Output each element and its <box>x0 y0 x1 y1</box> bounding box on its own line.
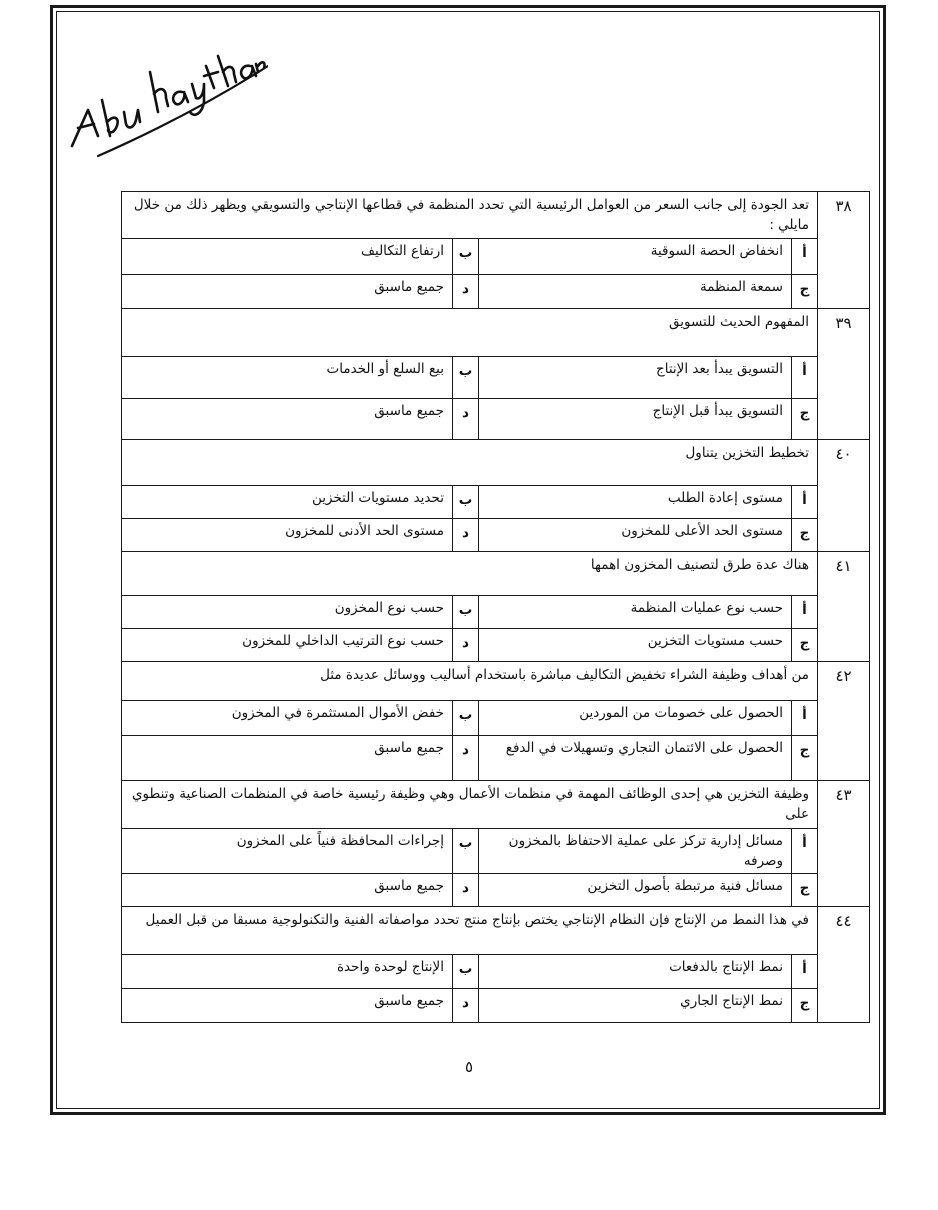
options-row <box>122 829 870 874</box>
option-text: حسب نوع المخزون <box>122 596 453 629</box>
question-text: من أهداف وظيفة الشراء تخفيض التكاليف مباشرة باستخدام أساليب ووسائل عديدة مثل <box>122 662 818 701</box>
option-letter: أ <box>792 357 818 399</box>
question-row <box>122 440 870 486</box>
options-row <box>122 955 870 989</box>
option-letter: أ <box>792 829 818 874</box>
page-number: ٥ <box>464 1058 474 1076</box>
options-row <box>122 519 870 552</box>
question-row <box>122 907 870 955</box>
option-letter: ب <box>453 955 479 989</box>
option-text: مستوى إعادة الطلب <box>479 486 792 519</box>
option-text: مسائل إدارية تركز على عملية الاحتفاظ بالمخزون وصرفه <box>479 829 792 874</box>
question-row <box>122 781 870 829</box>
questions-body <box>122 192 870 1023</box>
option-letter: د <box>453 519 479 552</box>
option-letter: ب <box>453 701 479 736</box>
option-text: الحصول على خصومات من الموردين <box>479 701 792 736</box>
option-text: حسب نوع عمليات المنظمة <box>479 596 792 629</box>
option-text: جميع ماسبق <box>122 399 453 440</box>
question-number: ٤٤ <box>818 907 870 1023</box>
signature-drawing <box>58 44 268 164</box>
option-letter: د <box>453 275 479 309</box>
option-letter: أ <box>792 486 818 519</box>
option-letter: أ <box>792 239 818 275</box>
question-row <box>122 552 870 596</box>
option-text: الإنتاج لوحدة واحدة <box>122 955 453 989</box>
option-letter: د <box>453 736 479 781</box>
option-text: خفض الأموال المستثمرة في المخزون <box>122 701 453 736</box>
option-letter: ج <box>792 629 818 662</box>
option-text: جميع ماسبق <box>122 736 453 781</box>
question-row <box>122 192 870 239</box>
question-row <box>122 309 870 357</box>
options-row <box>122 275 870 309</box>
handwritten-signature <box>58 44 268 164</box>
option-letter: ب <box>453 486 479 519</box>
options-row <box>122 701 870 736</box>
question-row <box>122 662 870 701</box>
question-text: هناك عدة طرق لتصنيف المخزون اهمها <box>122 552 818 596</box>
question-text: وظيفة التخزين هي إحدى الوظائف المهمة في منظمات الأعمال وهي وظيفة رئيسية خاصة في المنظمات الصناعية وتنطوي على <box>122 781 818 829</box>
option-text: حسب نوع الترتيب الداخلي للمخزون <box>122 629 453 662</box>
question-number: ٣٩ <box>818 309 870 440</box>
question-number: ٤٢ <box>818 662 870 781</box>
option-letter: ب <box>453 829 479 874</box>
option-text: جميع ماسبق <box>122 275 453 309</box>
option-text: جميع ماسبق <box>122 989 453 1023</box>
question-text: في هذا النمط من الإنتاج فإن النظام الإنتاجي يختص بإنتاج منتج تحدد مواصفاته الفنية والتكنولوجية مسبقا من قبل العميل <box>122 907 818 955</box>
options-row <box>122 874 870 907</box>
option-letter: ج <box>792 736 818 781</box>
question-number: ٤٠ <box>818 440 870 552</box>
option-letter: ب <box>453 596 479 629</box>
question-text: تخطيط التخزين يتناول <box>122 440 818 486</box>
option-text: التسويق يبدأ بعد الإنتاج <box>479 357 792 399</box>
option-text: حسب مستويات التخزين <box>479 629 792 662</box>
questions-table <box>121 191 870 1023</box>
option-text: جميع ماسبق <box>122 874 453 907</box>
option-text: انخفاض الحصة السوقية <box>479 239 792 275</box>
option-text: نمط الإنتاج الجاري <box>479 989 792 1023</box>
option-letter: ج <box>792 989 818 1023</box>
option-letter: د <box>453 629 479 662</box>
options-row <box>122 239 870 275</box>
option-letter: د <box>453 399 479 440</box>
option-text: إجراءات المحافظة فنياً على المخزون <box>122 829 453 874</box>
question-number: ٤١ <box>818 552 870 662</box>
option-letter: ب <box>453 239 479 275</box>
question-text: تعد الجودة إلى جانب السعر من العوامل الرئيسية التي تحدد المنظمة في قطاعها الإنتاجي والتسويقي ويظهر ذلك من خلال مايلي : <box>122 192 818 239</box>
option-letter: ج <box>792 399 818 440</box>
option-letter: أ <box>792 955 818 989</box>
option-text: تحديد مستويات التخزين <box>122 486 453 519</box>
option-text: التسويق يبدأ قبل الإنتاج <box>479 399 792 440</box>
question-text: المفهوم الحديث للتسويق <box>122 309 818 357</box>
options-row <box>122 596 870 629</box>
options-row <box>122 629 870 662</box>
question-number: ٣٨ <box>818 192 870 309</box>
options-row <box>122 399 870 440</box>
question-number: ٤٣ <box>818 781 870 907</box>
option-text: مستوى الحد الأعلى للمخزون <box>479 519 792 552</box>
options-row <box>122 357 870 399</box>
option-letter: أ <box>792 701 818 736</box>
options-row <box>122 736 870 781</box>
option-text: الحصول على الائتمان التجاري وتسهيلات في الدفع <box>479 736 792 781</box>
option-text: مستوى الحد الأدنى للمخزون <box>122 519 453 552</box>
option-text: نمط الإنتاج بالدفعات <box>479 955 792 989</box>
option-text: سمعة المنظمة <box>479 275 792 309</box>
option-letter: ج <box>792 519 818 552</box>
option-text: ارتفاع التكاليف <box>122 239 453 275</box>
option-letter: د <box>453 989 479 1023</box>
options-row <box>122 486 870 519</box>
option-letter: ج <box>792 275 818 309</box>
option-letter: أ <box>792 596 818 629</box>
option-letter: ب <box>453 357 479 399</box>
option-text: مسائل فنية مرتبطة بأصول التخزين <box>479 874 792 907</box>
option-text: بيع السلع أو الخدمات <box>122 357 453 399</box>
option-letter: ج <box>792 874 818 907</box>
options-row <box>122 989 870 1023</box>
option-letter: د <box>453 874 479 907</box>
